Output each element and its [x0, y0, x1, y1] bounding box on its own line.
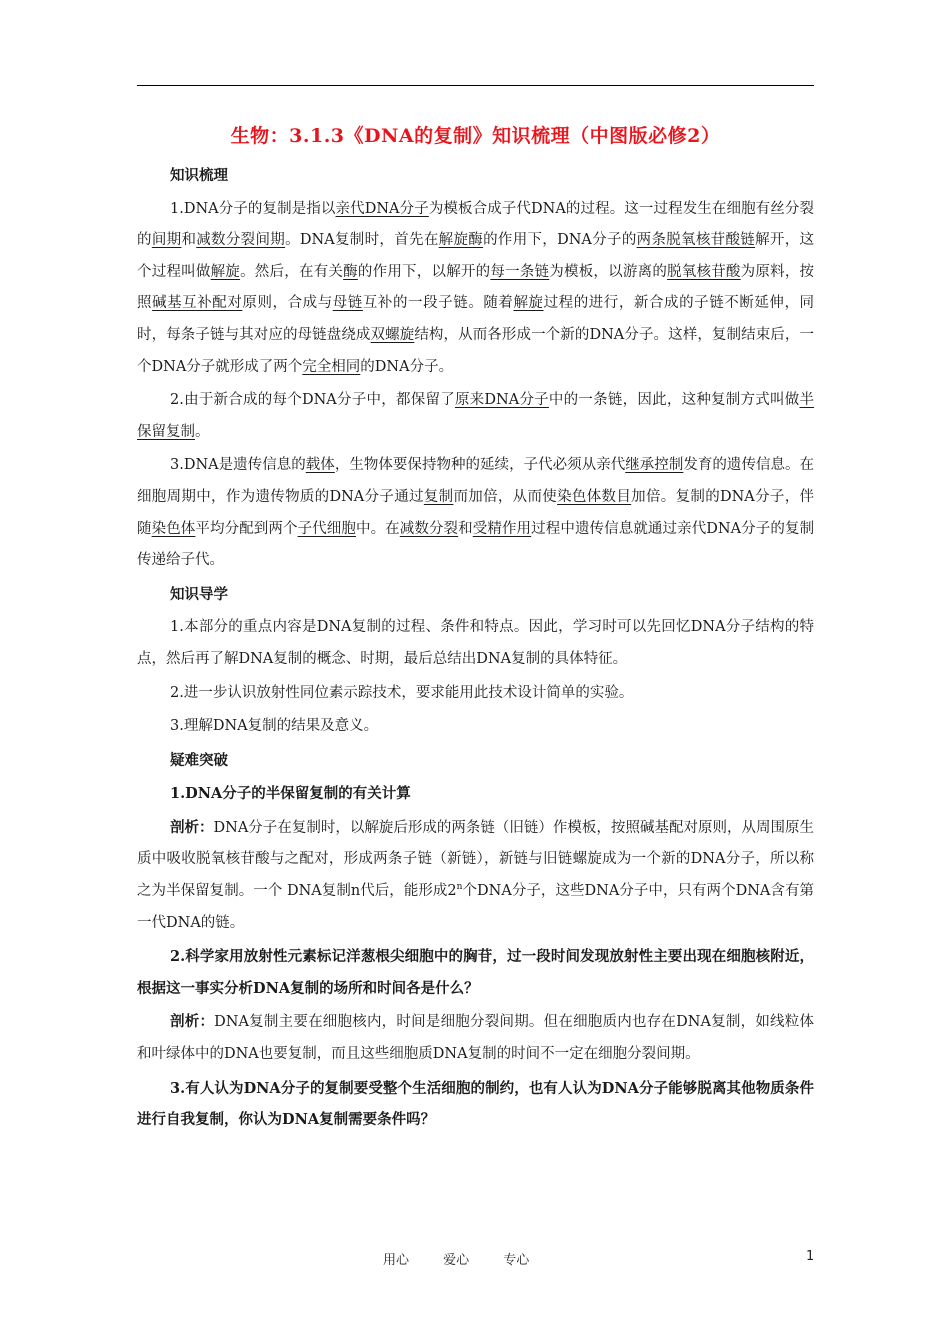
header-rule — [137, 85, 814, 86]
question-1-analysis: 剖析：DNA分子在复制时，以解旋后形成的两条链（旧链）作模板，按照碱基配对原则，从周围原生质中吸收脱氧核苷酸与之配对，形成两条子链（新链），新链与旧链螺旋成为一个新的DNA分子，所以称之为半保留复制。一个 DNA复制n代后，能形成2$^n$个DNA分子，这些DNA分子中，只有两个DNA含有第一代DNA的链。 — [137, 818, 814, 931]
page-title: 生物：3.1.3《DNA的复制》知识梳理（中图版必修2） — [230, 125, 721, 147]
question-1-heading: 1.DNA分子的半保留复制的有关计算 — [170, 785, 411, 803]
guide-item-2: 2.进一步认识放射性同位素示踪技术，要求能用此技术设计简单的实验。 — [170, 684, 634, 701]
question-2-heading: 2.科学家用放射性元素标记洋葱根尖细胞中的胸苷，过一段时间发现放射性主要出现在细胞核附近，根据这一事实分析DNA复制的场所和时间各是什么？ — [137, 948, 814, 997]
footer-motto: 用心 爱心 专心 — [383, 1253, 530, 1268]
guide-item-1: 1.本部分的重点内容是DNA复制的过程、条件和特点。因此，学习时可以先回忆DNA分子结构的特点，然后再了解DNA复制的概念、时期，最后总结出DNA复制的具体特征。 — [137, 619, 814, 667]
page-number: 1 — [806, 1249, 815, 1264]
question-3-heading: 3.有人认为DNA分子的复制要受整个生活细胞的制约，也有人认为DNA分子能够脱离其他物质条件进行自我复制，你认为DNA复制需要条件吗？ — [137, 1079, 814, 1129]
paragraph-1: 1.DNA分子的复制是指以亲代DNA分子为模板合成子代DNA的过程。这一过程发生在细胞有丝分裂的间期和减数分裂间期。DNA复制时，首先在解旋酶的作用下，DNA分子的两条脱氧核苷酸链解开，这个过程叫做解旋。然后，在有关酶的作用下，以解开的每一条链为模板，以游离的脱氧核苷酸为原料，按照碱基互补配对原则，合成与母链互补的一段子链。随着解旋过程的进行，新合成的子链不断延伸，同时，每条子链与其对应的母链盘绕成双螺旋结构，从而各形成一个新的DNA分子。这样，复制结束后，一个DNA分子就形成了两个完全相同的DNA分子。 — [137, 200, 815, 375]
section-heading-guide: 知识导学 — [170, 585, 228, 603]
paragraph-3: 3.DNA是遗传信息的载体，生物体要保持物种的延续，子代必须从亲代继承控制发育的遗传信息。在细胞周期中，作为遗传物质的DNA分子通过复制而加倍，从而使染色体数目加倍。复制的DNA分子，伴随染色体平均分配到两个子代细胞中。在减数分裂和受精作用过程中遗传信息就通过亲代DNA分子的复制传递给子代。 — [137, 457, 815, 569]
document-body — [137, 160, 814, 1138]
section-heading-difficulties: 疑难突破 — [170, 751, 228, 769]
guide-item-3: 3.理解DNA复制的结果及意义。 — [170, 718, 379, 735]
question-2-analysis: 剖析：DNA复制主要在细胞核内，时间是细胞分裂间期。但在细胞质内也存在DNA复制，如线粒体和叶绿体中的DNA也要复制，而且这些细胞质DNA复制的时间不一定在细胞分裂间期。 — [137, 1013, 814, 1063]
section-heading-knowledge: 知识梳理 — [170, 167, 228, 184]
paragraph-2: 2.由于新合成的每个DNA分子中，都保留了原来DNA分子中的一条链，因此，这种复制方式叫做半保留复制。 — [137, 392, 814, 440]
